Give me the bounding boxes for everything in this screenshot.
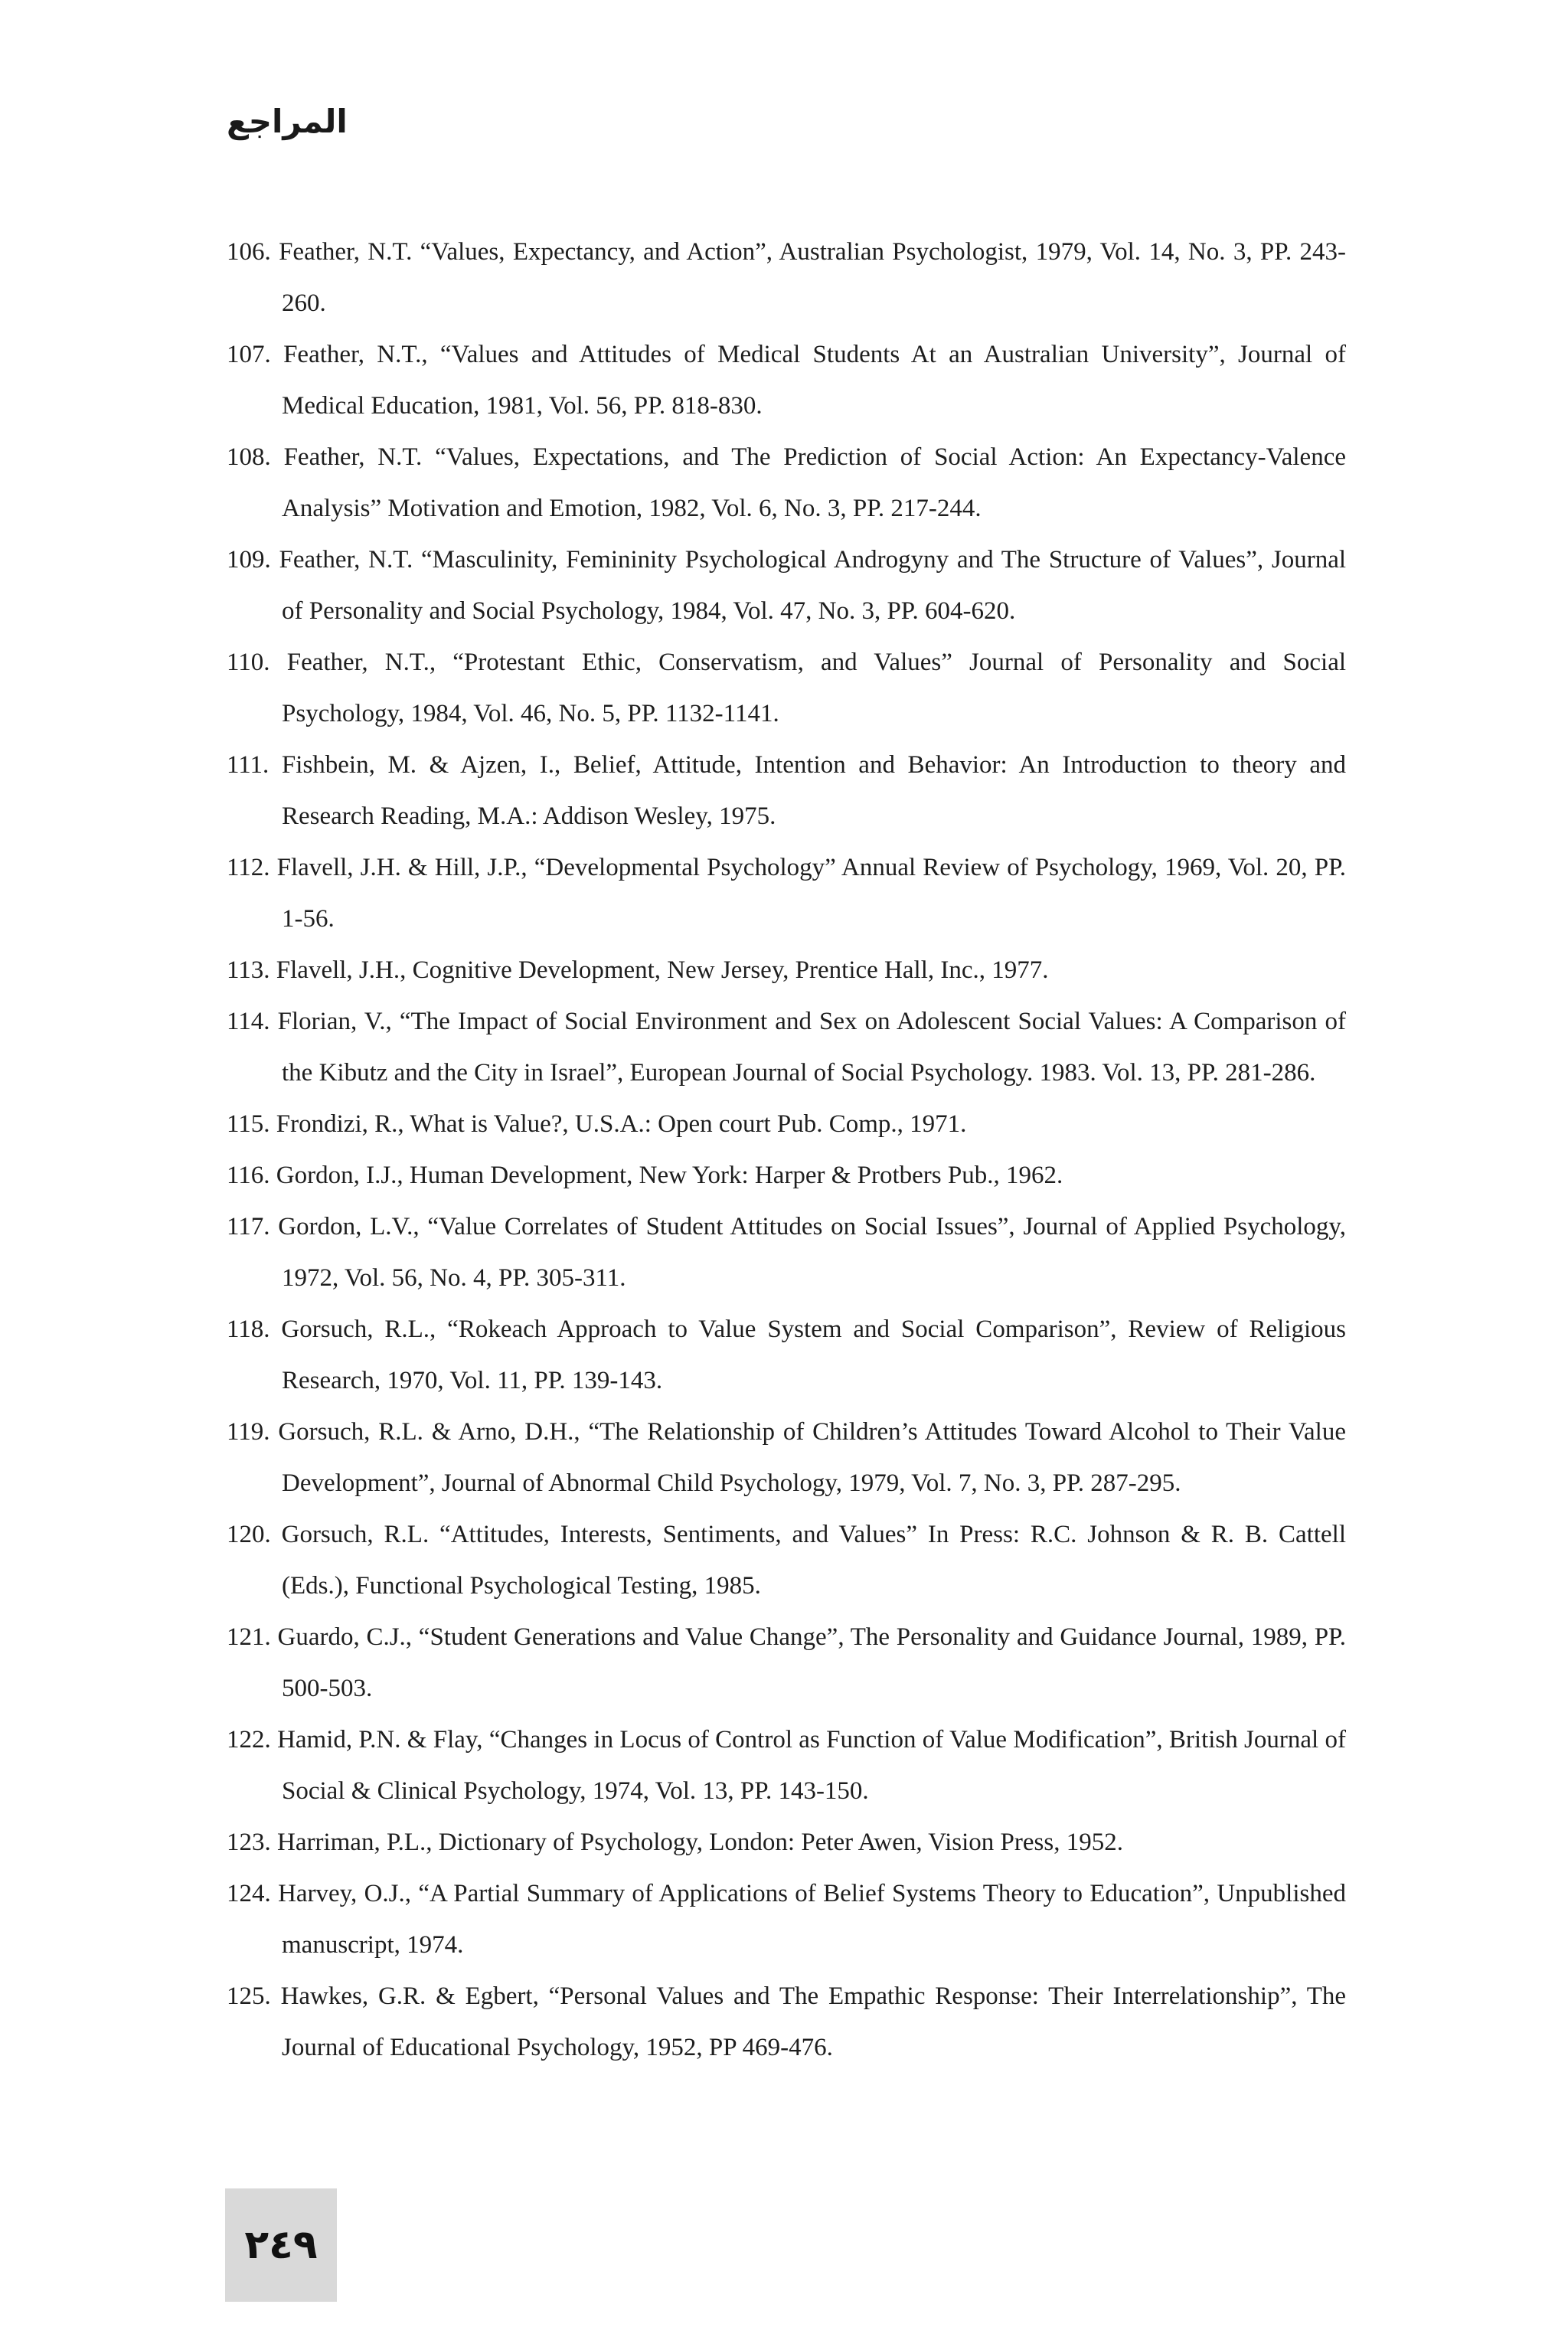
reference-number: 109. xyxy=(227,546,271,574)
reference-number: 119. xyxy=(227,1418,270,1446)
reference-item xyxy=(227,329,1346,432)
reference-number: 110. xyxy=(227,649,270,676)
reference-text: Gorsuch, R.L. “Attitudes, Interests, Sentiments, and Values” In Press: R.C. Johnson & R. B. Cattell (Eds.), Functional Psychological Testing, 1985. xyxy=(281,1521,1346,1600)
reference-number: 118. xyxy=(227,1316,270,1343)
reference-number: 108. xyxy=(227,443,271,471)
reference-item xyxy=(227,1407,1346,1509)
reference-text: Gordon, I.J., Human Development, New York: Harper & Protbers Pub., 1962. xyxy=(276,1162,1063,1189)
reference-text: Harvey, O.J., “A Partial Summary of Applications of Belief Systems Theory to Education”, Unpublished manuscript, 1974. xyxy=(278,1880,1346,1959)
reference-number: 113. xyxy=(227,956,270,984)
reference-number: 114. xyxy=(227,1008,270,1035)
reference-item xyxy=(227,1817,1346,1868)
reference-item xyxy=(227,996,1346,1099)
reference-text: Hamid, P.N. & Flay, “Changes in Locus of Control as Function of Value Modification”, British Journal of Social & Clinical Psychology, 1974, Vol. 13, PP. 143-150. xyxy=(277,1726,1346,1805)
reference-text: Hawkes, G.R. & Egbert, “Personal Values and The Empathic Response: Their Interrelationship”, The Journal of Educational Psychology, 1952, PP 469-476. xyxy=(280,1982,1346,2061)
reference-item xyxy=(227,1868,1346,1971)
reference-text: Feather, N.T. “Values, Expectations, and The Prediction of Social Action: An Expectancy-Valence Analysis” Motivation and Emotion, 1982, Vol. 6, No. 3, PP. 217-244. xyxy=(282,443,1346,522)
reference-text: Feather, N.T., “Values and Attitudes of Medical Students At an Australian University”, Journal of Medical Education, 1981, Vol. 56, PP. 818-830. xyxy=(282,341,1346,420)
reference-text: Harriman, P.L., Dictionary of Psychology, London: Peter Awen, Vision Press, 1952. xyxy=(277,1829,1123,1856)
reference-item xyxy=(227,1509,1346,1612)
reference-item xyxy=(227,637,1346,740)
reference-text: Guardo, C.J., “Student Generations and Value Change”, The Personality and Guidance Journal, 1989, PP. 500-503. xyxy=(277,1623,1346,1702)
reference-number: 123. xyxy=(227,1829,271,1856)
reference-item xyxy=(227,432,1346,534)
reference-item xyxy=(227,534,1346,637)
reference-number: 125. xyxy=(227,1982,271,2010)
reference-item xyxy=(227,227,1346,329)
reference-number: 106. xyxy=(227,238,271,266)
reference-text: Flavell, J.H., Cognitive Development, New Jersey, Prentice Hall, Inc., 1977. xyxy=(276,956,1049,984)
reference-text: Fishbein, M. & Ajzen, I., Belief, Attitude, Intention and Behavior: An Introduction to theory and Research Reading, M.A.: Addison Wesley, 1975. xyxy=(281,751,1346,830)
page-number: ٢٤٩ xyxy=(244,2222,318,2268)
reference-number: 120. xyxy=(227,1521,271,1548)
reference-number: 124. xyxy=(227,1880,271,1907)
reference-text: Gorsuch, R.L. & Arno, D.H., “The Relationship of Children’s Attitudes Toward Alcohol to Their Value Development”, Journal of Abnormal Child Psychology, 1979, Vol. 7, No. 3, PP. 287-295. xyxy=(278,1418,1346,1497)
reference-item xyxy=(227,945,1346,996)
reference-item xyxy=(227,1304,1346,1407)
reference-number: 116. xyxy=(227,1162,270,1189)
reference-text: Frondizi, R., What is Value?, U.S.A.: Open court Pub. Comp., 1971. xyxy=(276,1110,967,1138)
reference-text: Flavell, J.H. & Hill, J.P., “Developmental Psychology” Annual Review of Psychology, 1969, Vol. 20, PP. 1-56. xyxy=(276,854,1347,933)
reference-item xyxy=(227,1099,1346,1150)
reference-text: Gorsuch, R.L., “Rokeach Approach to Value System and Social Comparison”, Review of Religious Research, 1970, Vol. 11, PP. 139-143. xyxy=(281,1316,1346,1394)
reference-number: 112. xyxy=(227,854,270,881)
reference-number: 121. xyxy=(227,1623,271,1651)
page-header-title: المراجع xyxy=(227,103,348,140)
page-number-box xyxy=(225,2188,337,2302)
reference-text: Feather, N.T. “Values, Expectancy, and Action”, Australian Psychologist, 1979, Vol. 14, No. 3, PP. 243-260. xyxy=(279,238,1346,317)
reference-number: 115. xyxy=(227,1110,270,1138)
reference-text: Feather, N.T. “Masculinity, Femininity Psychological Androgyny and The Structure of Values”, Journal of Personality and Social Psychology, 1984, Vol. 47, No. 3, PP. 604-620. xyxy=(279,546,1347,625)
reference-item xyxy=(227,1201,1346,1304)
reference-list xyxy=(227,227,1346,2074)
reference-number: 122. xyxy=(227,1726,271,1754)
reference-number: 111. xyxy=(227,751,270,779)
reference-text: Feather, N.T., “Protestant Ethic, Conservatism, and Values” Journal of Personality and Social Psychology, 1984, Vol. 46, No. 5, PP. 1132-1141. xyxy=(282,649,1347,727)
reference-text: Gordon, L.V., “Value Correlates of Student Attitudes on Social Issues”, Journal of Applied Psychology, 1972, Vol. 56, No. 4, PP. 305-311. xyxy=(278,1213,1346,1292)
reference-item xyxy=(227,1971,1346,2074)
reference-item xyxy=(227,1714,1346,1817)
reference-item xyxy=(227,1150,1346,1201)
reference-item xyxy=(227,842,1346,945)
reference-item xyxy=(227,1612,1346,1714)
reference-number: 117. xyxy=(227,1213,270,1240)
reference-number: 107. xyxy=(227,341,271,368)
reference-text: Florian, V., “The Impact of Social Environment and Sex on Adolescent Social Values: A Comparison of the Kibutz and the City in Israel”, European Journal of Social Psychology. 1983. Vol. 13, PP. 281-286. xyxy=(277,1008,1346,1087)
reference-item xyxy=(227,740,1346,842)
